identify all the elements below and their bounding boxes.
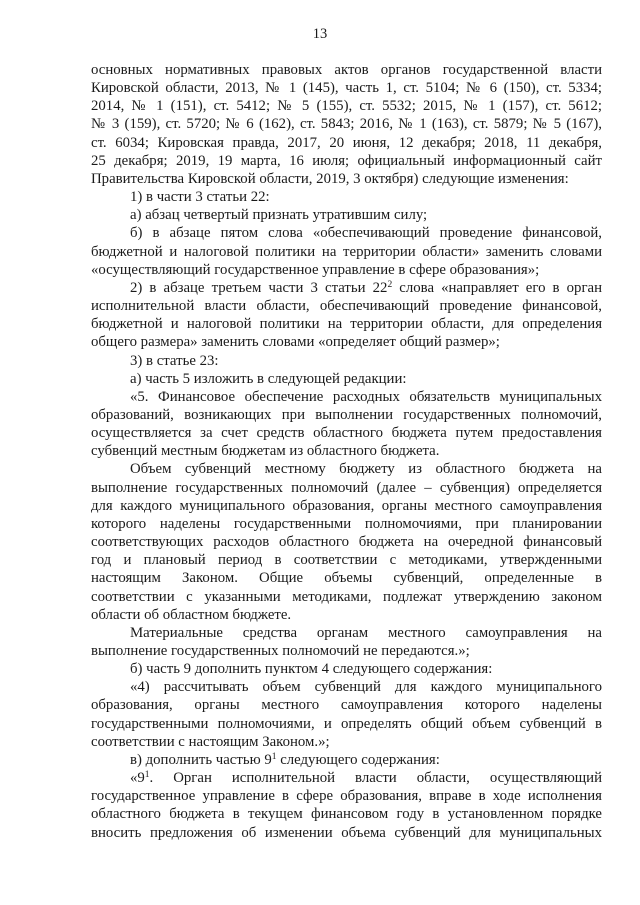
text-line: образований, возникающих при выполнении государственных полномочий, (91, 406, 602, 423)
paragraph-part-9-1 (91, 769, 602, 842)
text-line: «осуществляющий государственное управление в сфере образования»; (91, 261, 540, 278)
text-line: ст. 6034; Кировская правда, 2017, 20 июня, 12 декабря; 2018, 11 декабря, (91, 134, 602, 151)
text-fragment: следующего содержания: (276, 751, 440, 768)
text-line: Правительства Кировской области, 2019, 3 октября) следующие изменения: (91, 170, 569, 187)
text-line: вносить предложения об изменении объема субвенций для муниципальных (91, 824, 602, 841)
text-fragment: «9 (130, 770, 145, 787)
paragraph-item-1 (91, 188, 602, 206)
text-line: общего размера» заменить словами «определяет общий размер»; (91, 334, 500, 351)
text-line: соответствующих расходов областного бюджета на очередной финансовый (91, 534, 602, 551)
superscript: 1 (144, 770, 150, 781)
paragraph-item-3a (91, 370, 602, 388)
text-line: а) часть 5 изложить в следующей редакции: (130, 370, 407, 387)
text-line: бюджетной и налоговой политики на территории области, для определения (91, 316, 602, 333)
paragraph-item-3b (91, 660, 602, 678)
text-fragment: 2) в абзаце третьем части 3 статьи 22 (130, 279, 388, 296)
paragraph-item-3c (91, 751, 602, 769)
text-line: а) абзац четвертый признать утратившим силу; (130, 207, 428, 224)
text-line: субвенций местным бюджетам из областного бюджета. (91, 443, 440, 460)
text-line: выполнение государственных полномочий (далее – субвенция) определяется (91, 479, 602, 496)
paragraph-item-2 (91, 279, 602, 352)
text-line: «5. Финансовое обеспечение расходных обязательств муниципальных (130, 388, 602, 405)
text-line: соответствии с указанными методиками, подлежат утверждению законом (91, 588, 602, 605)
paragraph-material-means (91, 624, 602, 660)
text-line (91, 751, 602, 769)
paragraph-sources-continuation (91, 61, 602, 188)
text-line: основных нормативных правовых актов органов государственной власти (91, 62, 602, 78)
text-line: Материальные средства органам местного самоуправления на (130, 624, 602, 641)
paragraph-item-1a (91, 206, 602, 224)
page-number: 13 (312, 26, 328, 42)
paragraph-point-4 (91, 678, 602, 751)
text-line: выполнение государственных полномочий не передаются.»; (91, 643, 470, 659)
paragraph-item-1b (91, 224, 602, 278)
text-line: областного бюджета в текущем финансовом году в установленном порядке (91, 806, 602, 823)
text-line: 3) в статье 23: (130, 352, 219, 369)
text-line: № 3 (159), ст. 5720; № 6 (162), ст. 5843; 2016, № 1 (163), ст. 5879; № 5 (167), (91, 116, 602, 133)
text-line: исполнительной власти области, обеспечивающий проведение финансовой, (91, 298, 602, 315)
paragraph-part-5 (91, 388, 602, 461)
text-fragment: слова «направляет его в орган (392, 279, 602, 296)
paragraph-item-3 (91, 352, 602, 370)
text-line: б) часть 9 дополнить пунктом 4 следующего содержания: (130, 661, 493, 678)
text-line: Кировской области, 2013, № 1 (145), часть 1, ст. 5104; № 6 (150), ст. 5334; (91, 80, 602, 97)
text-line: государственными полномочиями, и определять общий объем субвенций в (91, 715, 602, 732)
paragraph-subvention-volume (91, 460, 602, 623)
text-line: 1) в части 3 статьи 22: (130, 189, 270, 206)
text-line: бюджетной и налоговой политики на территории области» заменить словами (91, 243, 602, 260)
text-line: 25 декабря; 2019, 19 марта, 16 июля; официальный информационный сайт (91, 152, 602, 169)
text-line (91, 769, 602, 787)
superscript: 2 (387, 279, 393, 290)
text-line: год и плановый период в соответствии с методиками, утвержденными (91, 552, 602, 569)
text-line: настоящим Законом. Общие объемы субвенций, определенные в (91, 570, 602, 587)
document-body (91, 61, 602, 842)
text-line: Объем субвенций местному бюджету из областного бюджета на (130, 461, 602, 478)
text-line: образования, органы местного самоуправления которого наделены (91, 697, 602, 714)
text-line: осуществляется за счет средств областного бюджета путем предоставления (91, 425, 602, 442)
text-line: соответствии с настоящим Законом.»; (91, 733, 330, 750)
text-line: области об областном бюджете. (91, 606, 292, 623)
text-line: которого наделены государственными полномочиями, при планировании (91, 515, 602, 532)
text-line: 2014, № 1 (151), ст. 5412; № 5 (155), ст. 5532; 2015, № 1 (157), ст. 5612; (91, 98, 602, 115)
text-fragment: . Орган исполнительной власти области, осуществляющий (149, 770, 602, 787)
text-line: «4) рассчитывать объем субвенций для каждого муниципального (130, 679, 602, 696)
text-line: для каждого муниципального образования, органы местного самоуправления (91, 497, 602, 514)
text-line: б) в абзаце пятом слова «обеспечивающий проведение финансовой, (130, 225, 602, 242)
text-fragment: в) дополнить частью 9 (130, 751, 272, 768)
text-line: государственное управление в сфере образования, вправе в ходе исполнения (91, 788, 602, 805)
text-line (91, 279, 602, 297)
superscript: 1 (271, 751, 277, 762)
